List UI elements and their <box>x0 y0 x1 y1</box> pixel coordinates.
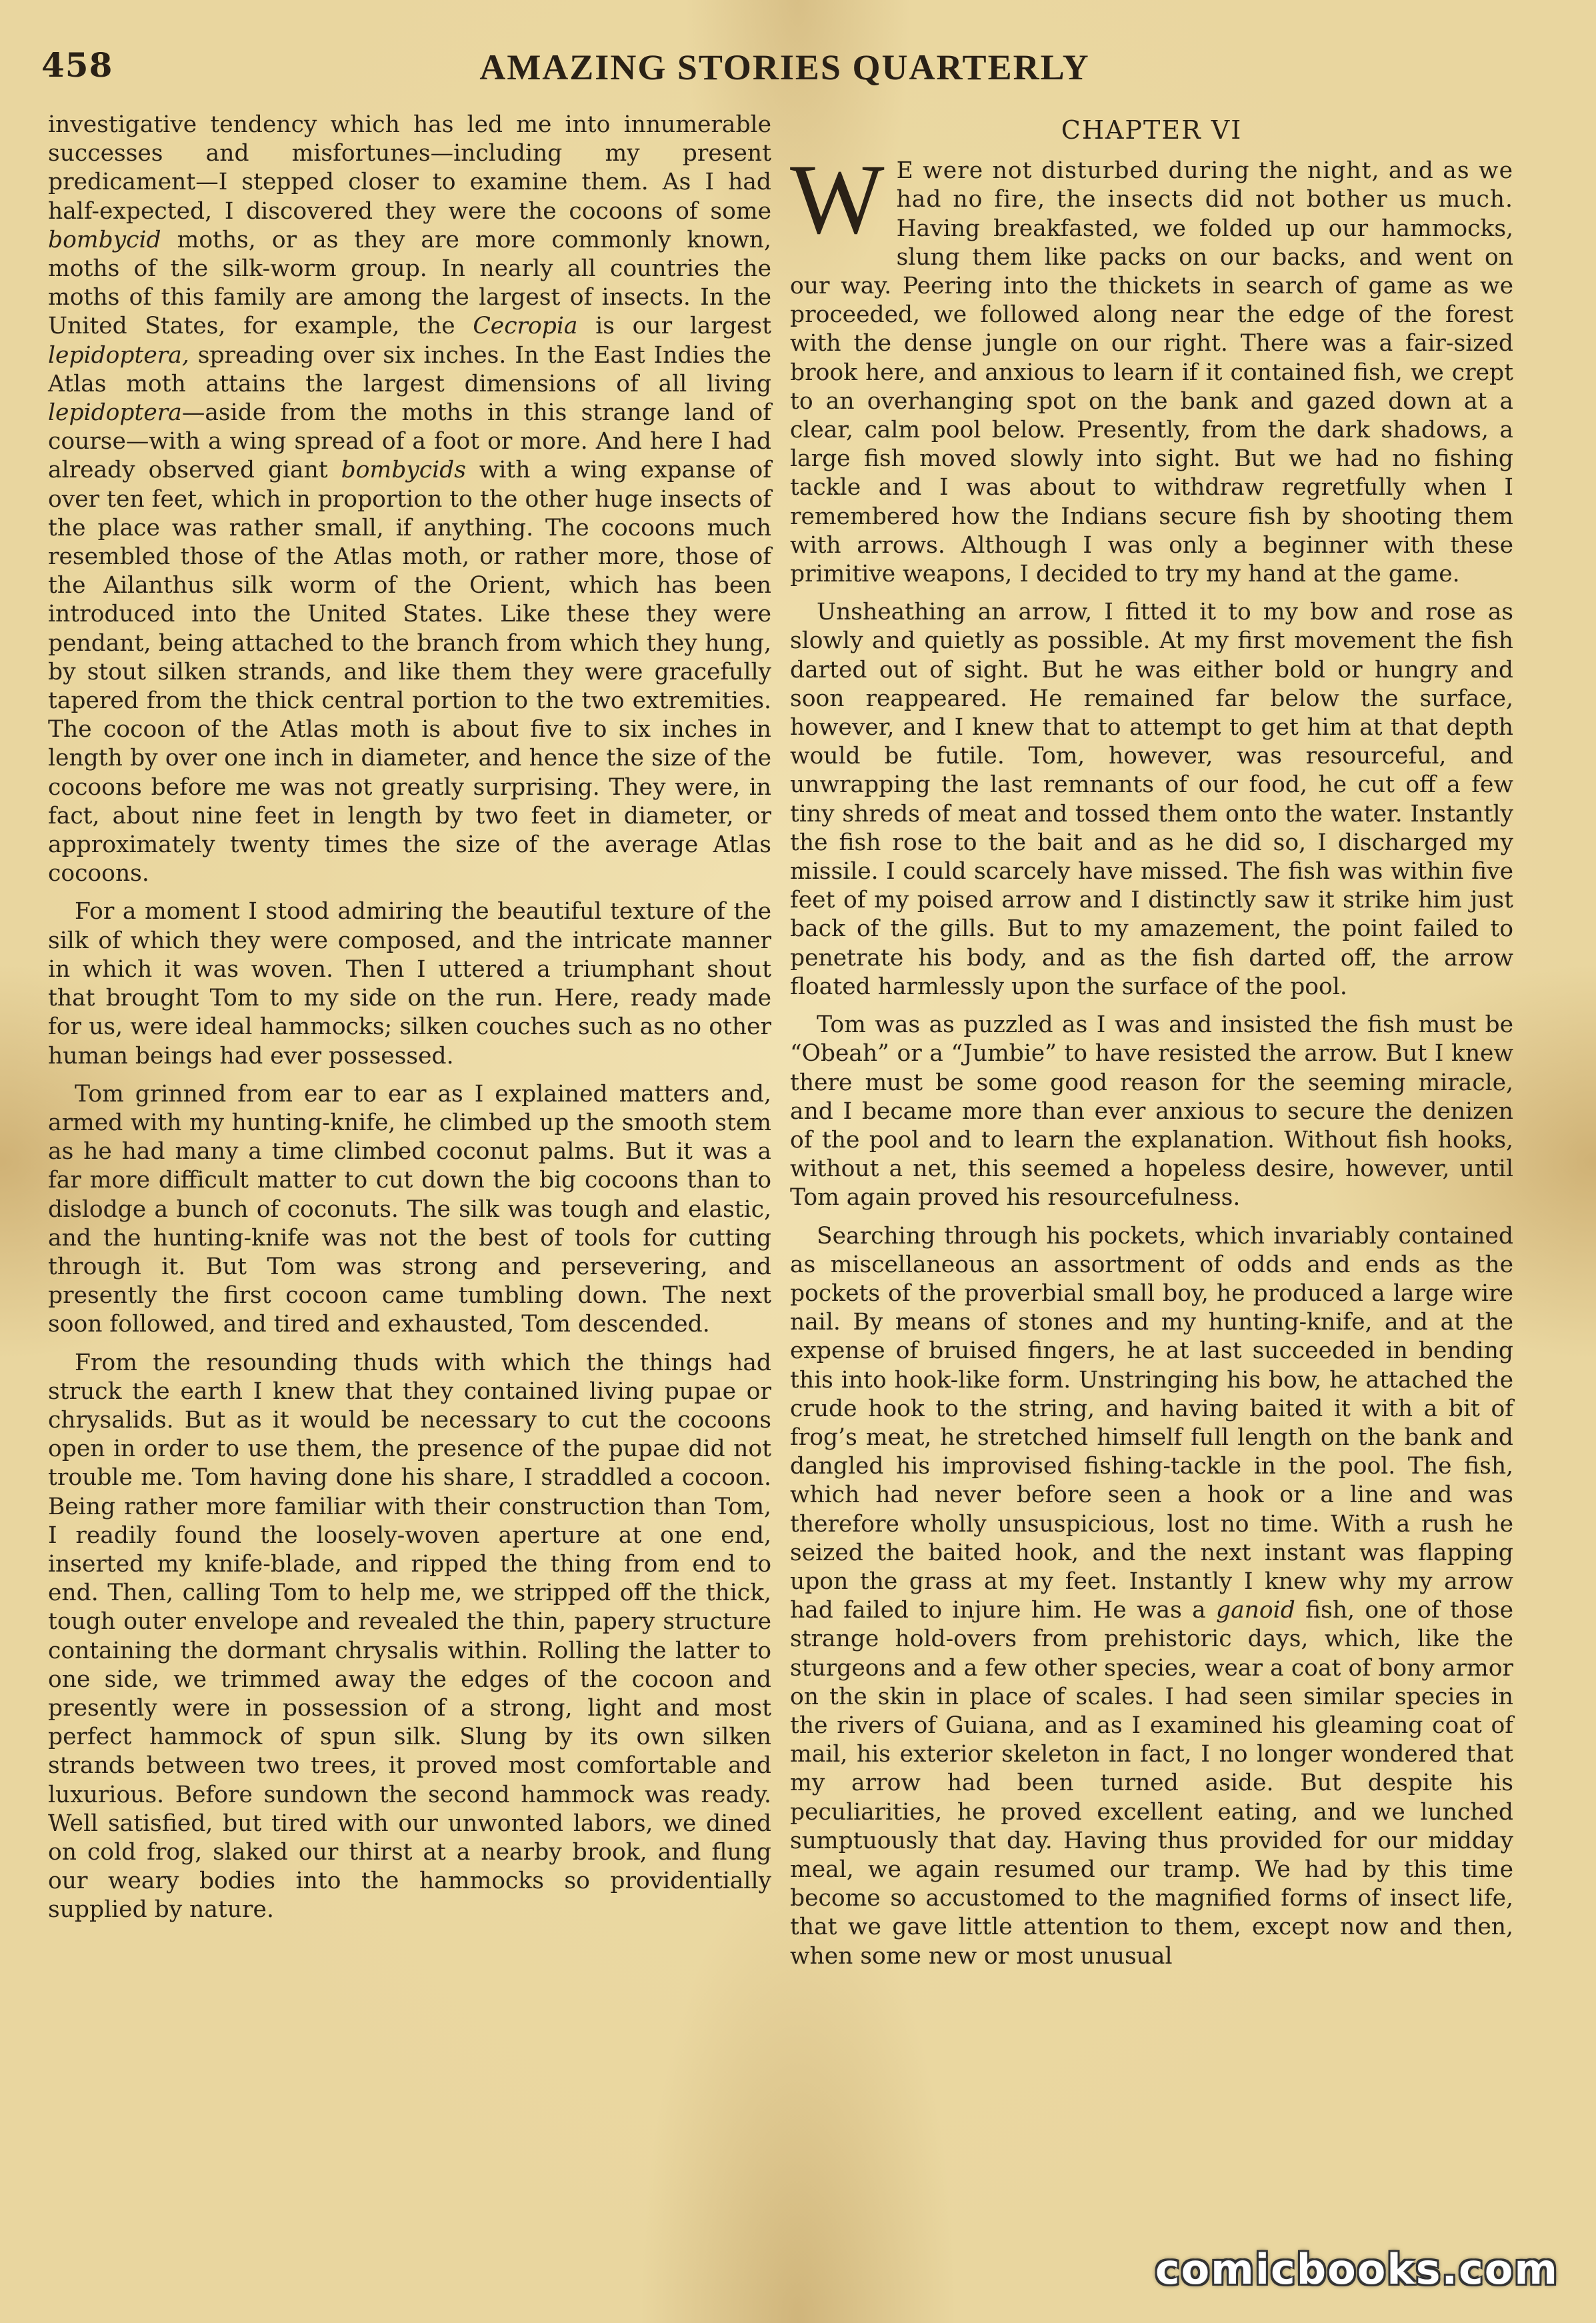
site-watermark: comicbooks.com <box>1155 2245 1559 2294</box>
paragraph: investigative tendency which has led me into innumerable successes and misfortunes—including my present predicament—I stepped closer to examine them. As I had half-expected, I discovered they were the cocoons of some bombycid moths, or as they are more commonly known, moths of the silk-worm group. In nearly all countries the moths of this family are among the largest of insects. In the United States, for example, the Cecropia is our largest lepidoptera, spreading over six inches. In the East Indies the Atlas moth attains the largest dimensions of all living lepidoptera—aside from the moths in this strange land of course—with a wing spread of a foot or more. And here I had already observed giant bombycids with a wing expanse of over ten feet, which in proportion to the other huge insects of the place was rather small, if anything. The cocoons much resembled those of the Atlas moth, or rather more, those of the Ailanthus silk worm of the Orient, which has been introduced into the United States. Like these they were pendant, being attached to the branch from which they hung, by stout silken strands, and like them they were gracefully tapered from the thick central portion to the two extremities. The cocoon of the Atlas moth is about five to six inches in length by over one inch in diameter, and hence the size of the cocoons before me was not greatly surprising. They were, in fact, about nine feet in length by two feet in diameter, or approximately twenty times the size of the average Atlas cocoons. <box>48 111 771 887</box>
paragraph: For a moment I stood admiring the beautiful texture of the silk of which they were composed, and the intricate manner in which it was woven. Then I uttered a triumphant shout that brought Tom to my side on the run. Here, ready made for us, were ideal hammocks; silken couches such as no other human beings had ever possessed. <box>48 898 771 1069</box>
chapter-heading: CHAPTER VI <box>1061 115 1243 145</box>
paragraph: Tom grinned from ear to ear as I explained matters and, armed with my hunting-knife, he climbed up the smooth stem as he had many a time climbed coconut palms. But it was a far more difficult matter to cut down the big cocoons than to dislodge a bunch of coconuts. The silk was tough and elastic, and the hunting-knife was not the best of tools for cutting through it. But Tom was strong and persevering, and presently the first cocoon came tumbling down. The next soon followed, and tired and exhausted, Tom descended. <box>48 1080 771 1338</box>
drop-cap: W <box>790 144 885 255</box>
paragraph: From the resounding thuds with which the things had struck the earth I knew that they contained living pupae or chrysalids. But as it would be necessary to cut the cocoons open in order to use them, the presence of the pupae did not trouble me. Tom having done his share, I straddled a cocoon. Being rather more familiar with their construction than Tom, I readily found the loosely-woven aperture at one end, inserted my knife-blade, and ripped the thing from end to end. Then, calling Tom to help me, we stripped off the thick, tough outer envelope and revealed the thin, papery structure containing the dormant chrysalis within. Rolling the latter to one side, we trimmed away the edges of the cocoon and presently were in possession of a strong, light and most perfect hammock of spun silk. Slung by its own silken strands between two trees, it proved most comfortable and luxurious. Before sundown the second hammock was ready. Well satisfied, but tired with our unwonted labors, we dined on cold frog, slaked our thirst at a nearby brook, and flung our weary bodies into the hammocks so providentially supplied by nature. <box>48 1349 771 1924</box>
paragraph: Searching through his pockets, which invariably contained as miscellaneous an assortment of odds and ends as the pockets of the proverbial small boy, he produced a large wire nail. By means of stones and my hunting-knife, and at the expense of bruised fingers, he at last succeeded in bending this into hook-like form. Unstringing his bow, he attached the crude hook to the string, and having baited it with a bit of frog’s meat, he stretched himself full length on the bank and dangled his improvised fishing-tackle in the pool. The fish, which had never before seen a hook or a line and was therefore wholly unsuspicious, lost no time. With a rush he seized the baited hook, and the next instant was flapping upon the grass at my feet. Instantly I knew why my arrow had failed to injure him. He was a ganoid fish, one of those strange hold-overs from prehistoric days, which, like the sturgeons and a few other species, wear a coat of bony armor on the skin in place of scales. I had seen similar species in the rivers of Guiana, and as I examined his gleaming coat of mail, his exterior skeleton in fact, I no longer wondered that my arrow had been turned aside. But despite his peculiarities, he proved excellent eating, and we lunched sumptuously that day. Having thus provided for our midday meal, we again resumed our tramp. We had by this time become so accustomed to the magnified forms of insect life, that we gave little attention to them, except now and then, when some new or most unusual <box>790 1222 1513 1970</box>
page-number: 458 <box>41 45 113 85</box>
page-header <box>41 40 1528 100</box>
right-column <box>790 111 1513 1971</box>
left-column <box>48 111 771 1925</box>
paragraph: Tom was as puzzled as I was and insisted the fish must be “Obeah” or a “Jumbie” to have resisted the arrow. But I knew there must be some good reason for the seeming miracle, and I became more than ever anxious to secure the denizen of the pool and to learn the explanation. Without fish hooks, without a net, this seemed a hopeless desire, however, until Tom again proved his resourcefulness. <box>790 1011 1513 1212</box>
paragraph: W E were not disturbed during the night, and as we had no fire, the insects did not bother us much. Having breakfasted, we folded up our hammocks, slung them like packs on our backs, and went on our way. Peering into the thickets in search of game as we proceeded, we followed along near the edge of the forest with the dense jungle on our right. There was a fair-sized brook here, and anxious to learn if it contained fish, we crept to an overhanging spot on the bank and gazed down at a clear, calm pool below. Presently, from the dark shadows, a large fish moved slowly into sight. But we had no fishing tackle and I was about to withdraw regretfully when I remembered how the Indians secure fish by shooting them with arrows. Although I was only a beginner with these primitive weapons, I decided to try my hand at the game. <box>790 144 1513 588</box>
running-title: AMAZING STORIES QUARTERLY <box>479 47 1090 87</box>
paragraph: Unsheathing an arrow, I fitted it to my bow and rose as slowly and quietly as possible. At my first movement the fish darted out of sight. But he was either bold or hungry and soon reappeared. He remained far below the surface, however, and I knew that to attempt to get him at that depth would be futile. Tom, however, was resourceful, and unwrapping the last remnants of our food, he cut off a few tiny shreds of meat and tossed them onto the water. Instantly the fish rose to the bait and as he did so, I discharged my missile. I could scarcely have missed. The fish was within five feet of my poised arrow and I distinctly saw it strike him just back of the gills. But to my amazement, the point failed to penetrate his body, and as the fish darted off, the arrow floated harmlessly upon the surface of the pool. <box>790 599 1513 1000</box>
